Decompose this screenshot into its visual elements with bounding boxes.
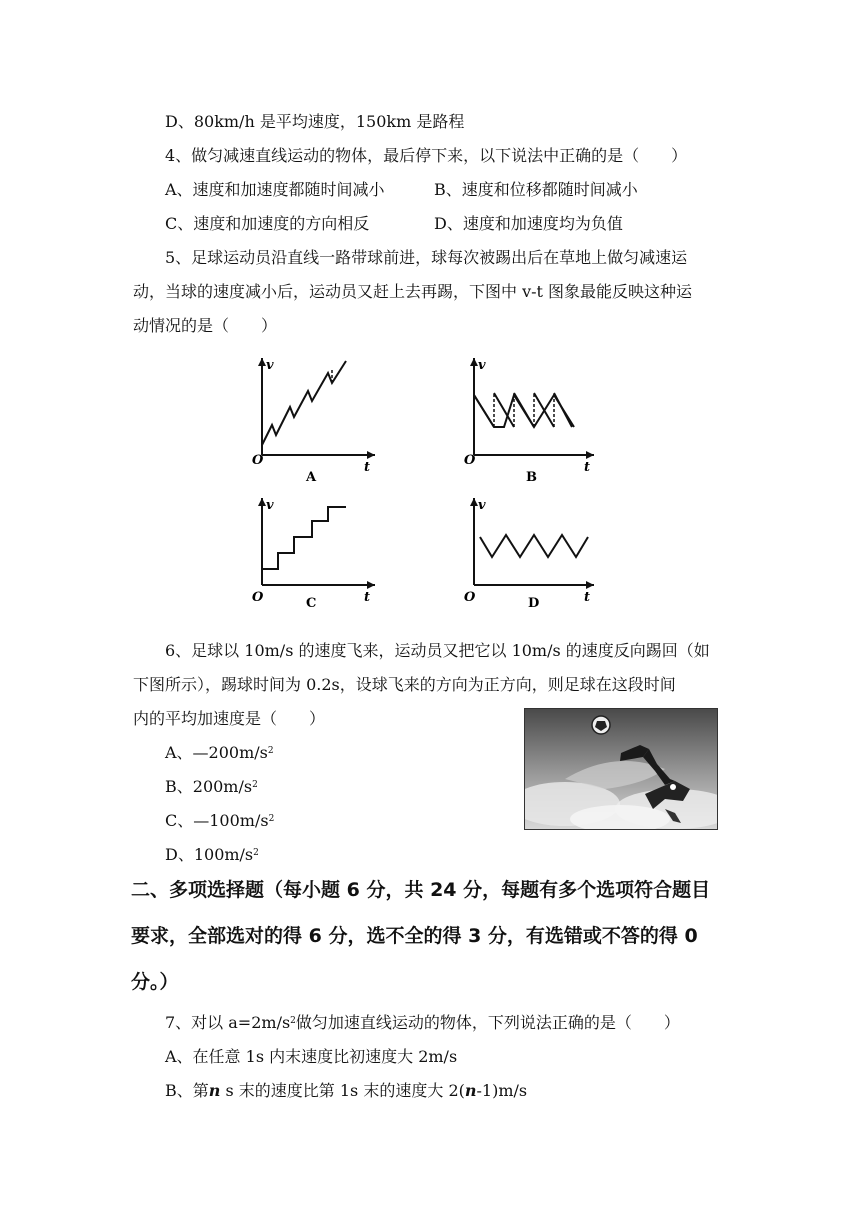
q3-option-d: D、80km/h 是平均速度，150km 是路程 (165, 112, 465, 131)
q4-stem: 4、做匀减速直线运动的物体，最后停下来，以下说法中正确的是（ ） (165, 146, 688, 165)
axis-v-label: v (266, 358, 274, 373)
graph-c-label: C (306, 596, 317, 611)
q7-option-a: A、在任意 1s 内末速度比初速度大 2m/s (165, 1047, 458, 1066)
graph-a-label: A (306, 470, 317, 485)
origin-label: O (464, 590, 476, 605)
graph-b-label: B (526, 470, 537, 485)
q5-stem-line3: 动情况的是（ ） (133, 316, 278, 335)
axis-t-label: t (584, 460, 591, 475)
soccer-kick-photo (524, 708, 718, 830)
q4-option-c: C、速度和加速度的方向相反 (165, 214, 370, 233)
axis-t-label: t (584, 590, 591, 605)
vt-graph-c (250, 495, 380, 610)
origin-label: O (464, 453, 476, 468)
q6-option-d: D、$100m/s^2$ (165, 845, 259, 864)
graph-d-label: D (528, 596, 540, 611)
section2-heading-line3: 分。） (131, 971, 179, 993)
vt-graph-d (462, 495, 602, 610)
q5-stem-line2: 动，当球的速度减小后，运动员又赶上去再踢，下图中 v-t 图象最能反映这种运 (133, 282, 693, 301)
q6-option-c: C、$—100m/s^2$ (165, 811, 275, 830)
q4-option-b: B、速度和位移都随时间减小 (434, 180, 638, 199)
q4-option-d: D、速度和加速度均为负值 (434, 214, 623, 233)
q6-option-a: A、$—200m/s^2$ (165, 743, 274, 762)
q6-stem-line3: 内的平均加速度是（ ） (133, 709, 326, 728)
q4-option-a: A、速度和加速度都随时间减小 (165, 180, 385, 199)
graph-c-line (262, 507, 346, 569)
vt-graph-b (462, 355, 602, 485)
origin-label: O (252, 590, 264, 605)
graph-d-line (480, 535, 588, 557)
q6-option-b: B、$200m/s^2$ (165, 777, 258, 796)
axis-v-label: v (266, 498, 274, 513)
q6-stem-line2: 下图所示），踢球时间为 0.2s，设球飞来的方向为正方向，则足球在这段时间 (133, 675, 676, 694)
q5-stem-line1: 5、足球运动员沿直线一路带球前进，球每次被踢出后在草地上做匀减速运 (165, 248, 688, 267)
section2-heading-line2: 要求，全部选对的得 6 分，选不全的得 3 分，有选错或不答的得 0 (131, 925, 698, 947)
axis-t-label: t (364, 590, 371, 605)
axis-v-label: v (478, 358, 486, 373)
origin-label: O (252, 453, 264, 468)
axis-t-label: t (364, 460, 371, 475)
vt-graph-a (250, 355, 380, 485)
section2-heading-line1: 二、多项选择题（每小题 6 分，共 24 分，每题有多个选项符合题目 (131, 879, 711, 901)
q6-stem-line1: 6、足球以 10m/s 的速度飞来，运动员又把它以 10m/s 的速度反向踢回（如 (165, 641, 710, 660)
axis-v-label: v (478, 498, 486, 513)
q7-option-b: B、第n s 末的速度比第 1s 末的速度大 2(n-1)m/s (165, 1081, 528, 1100)
q7-stem: 7、对以 $a=2m/s^2$做匀加速直线运动的物体，下列说法正确的是（ ） (165, 1013, 680, 1032)
